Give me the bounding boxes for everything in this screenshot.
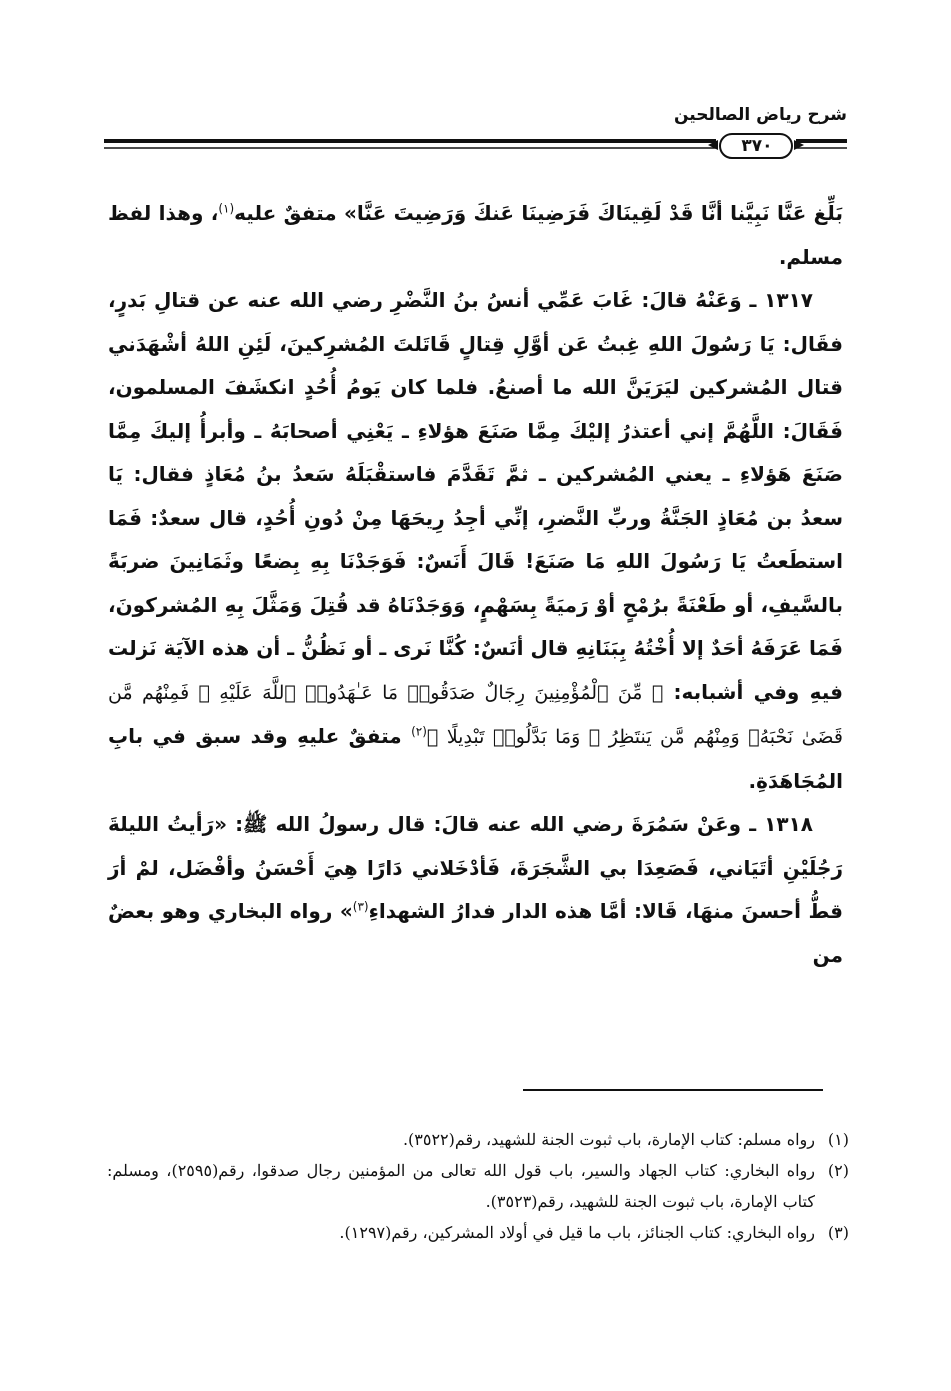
continuation-tail: ، وهذا لفظ مسلم. <box>108 201 843 269</box>
hadith-1317 <box>108 279 843 803</box>
hadith-1318-text: ١٣١٨ ـ وعَنْ سَمُرَةَ رضي الله عنه قالَ: قال رسولُ الله ﷺ: «رَأيتُ الليلةَ رَجُلَيْنِ أتَيَاني، فَصَعِدَا بي الشَّجَرَةَ، فَأدْخَلاني دَارًا هِيَ أَحْسَنُ وأفْضَل، لمْ أرَ قطُّ أحسنَ منهَا، قَالا: أمَّا هذه الدار فدارُ الشهداءِ <box>108 812 843 923</box>
hadith-1318-tail: » رواه البخاري وهو بعضٌ من <box>108 899 843 967</box>
hadith-1318 <box>108 803 843 977</box>
continuation-text: بَلِّغ عَنَّا نَبِيَّنا أنَّا قَدْ لَقِينَاكَ فَرَضِينَا عَنكَ وَرَضِيتَ عَنَّا» متفقٌ عليه <box>234 201 843 225</box>
footnote-text: رواه مسلم: كتاب الإمارة، باب ثبوت الجنة للشهيد، رقم(٣٥٢٢). <box>402 1130 815 1149</box>
footnote-ref-1[interactable]: (١) <box>218 201 235 216</box>
footnote-3 <box>107 1217 849 1248</box>
footnote-text: رواه البخاري: كتاب الجنائز، باب ما قيل في أولاد المشركين، رقم(١٢٩٧). <box>339 1223 815 1242</box>
page-number: ٣٧٠ <box>741 136 773 156</box>
main-text <box>108 192 843 977</box>
footnote-2 <box>107 1155 849 1217</box>
running-header-title: شرح رياض الصالحين <box>673 105 847 125</box>
footnote-separator <box>523 1089 823 1091</box>
footnotes <box>107 1124 849 1248</box>
footnote-text: رواه البخاري: كتاب الجهاد والسير، باب قول الله تعالى من المؤمنين رجال صدقوا، رقم(٢٥٩٥)، ومسلم: كتاب الإمارة، باب ثبوت الجنة للشهيد، رقم(٣٥٢٣). <box>107 1161 815 1211</box>
footnote-number: (٢) <box>827 1161 849 1180</box>
hadith-1317-tail: متفقٌ عليهِ وقد سبق في بابِ المُجَاهَدَةِ. <box>108 724 843 793</box>
footnote-number: (٣) <box>827 1223 849 1242</box>
footnote-ref-3[interactable]: (٣) <box>352 899 369 914</box>
hadith-1317-text: ١٣١٧ ـ وَعَنْهُ قالَ: غَابَ عَمِّي أنسُ بنُ النَّضْرِ رضي الله عنه عن قتالِ بَدرٍ، فقَال: يَا رَسُولَ اللهِ غِبتُ عَن أوَّلِ قِتالٍ قَاتَلتَ المُشرِكينَ، لَئِنِ اللهُ أشْهَدَني قتال المُشركين ليَرَيَنَّ الله ما أصنعُ. فلما كان يَومُ أُحُدٍ انكشَفَ المسلمون، فَقَالَ: اللَّهُمَّ إني أعتذرُ إليْكَ مِمَّا صَنَعَ هؤلاءِ ـ يَعْنِي أصحابَهُ ـ وأبرأُ إليكَ مِمَّا صَنَعَ هَؤلاءِ ـ يعني المُشركين ـ ثمَّ تَقَدَّمَ فاستقْبَلَهُ سَعدُ بنُ مُعَاذٍ فقال: يَا سعدُ بن مُعَاذٍ الجَنَّةُ وربِّ النَّضرِ، إنِّي أجِدُ رِيحَهَا مِنْ دُونِ أُحُدٍ، قال سعدٌ: فَمَا استطَعتُ يَا رَسُولَ اللهِ مَا صَنَعَ! قَالَ أَنَسٌ: فَوَجَدْنَا بِهِ بِضعًا وثَمَانِينَ ضربَةً بالسَّيفِ، أو طَعْنَةً برُمْحٍ أوْ رَميَةً بِسَهْمٍ، وَوَجَدْنَاهُ قد قُتِلَ وَمَثَّلَ بِهِ المُشركونَ، فَمَا عَرَفَهُ أحَدٌ إلا أُخْتُهُ بِبَنَانِهِ قال أنَسٌ: كُنَّا نَرى ـ أو نَظُنُّ ـ أن هذه الآيَة نَزلت فيهِ وفي أشبابه: <box>108 288 843 704</box>
footnote-number: (١) <box>827 1130 849 1149</box>
footnote-1 <box>107 1124 849 1155</box>
footnote-ref-2[interactable]: (٢) <box>411 724 427 739</box>
paragraph-continuation <box>108 192 843 279</box>
quran-verse: ﴿ مِّنَ ٱلْمُؤْمِنِينَ رِجَالٌ صَدَقُوا۟ مَا عَـٰهَدُوا۟ ٱللَّهَ عَلَيْهِ ۖ فَمِنْهُم مَّن قَضَىٰ نَحْبَهُۥ وَمِنْهُم مَّن يَنتَظِرُ ۖ وَمَا بَدَّلُوا۟ تَبْدِيلًا ﴾ <box>108 681 843 748</box>
